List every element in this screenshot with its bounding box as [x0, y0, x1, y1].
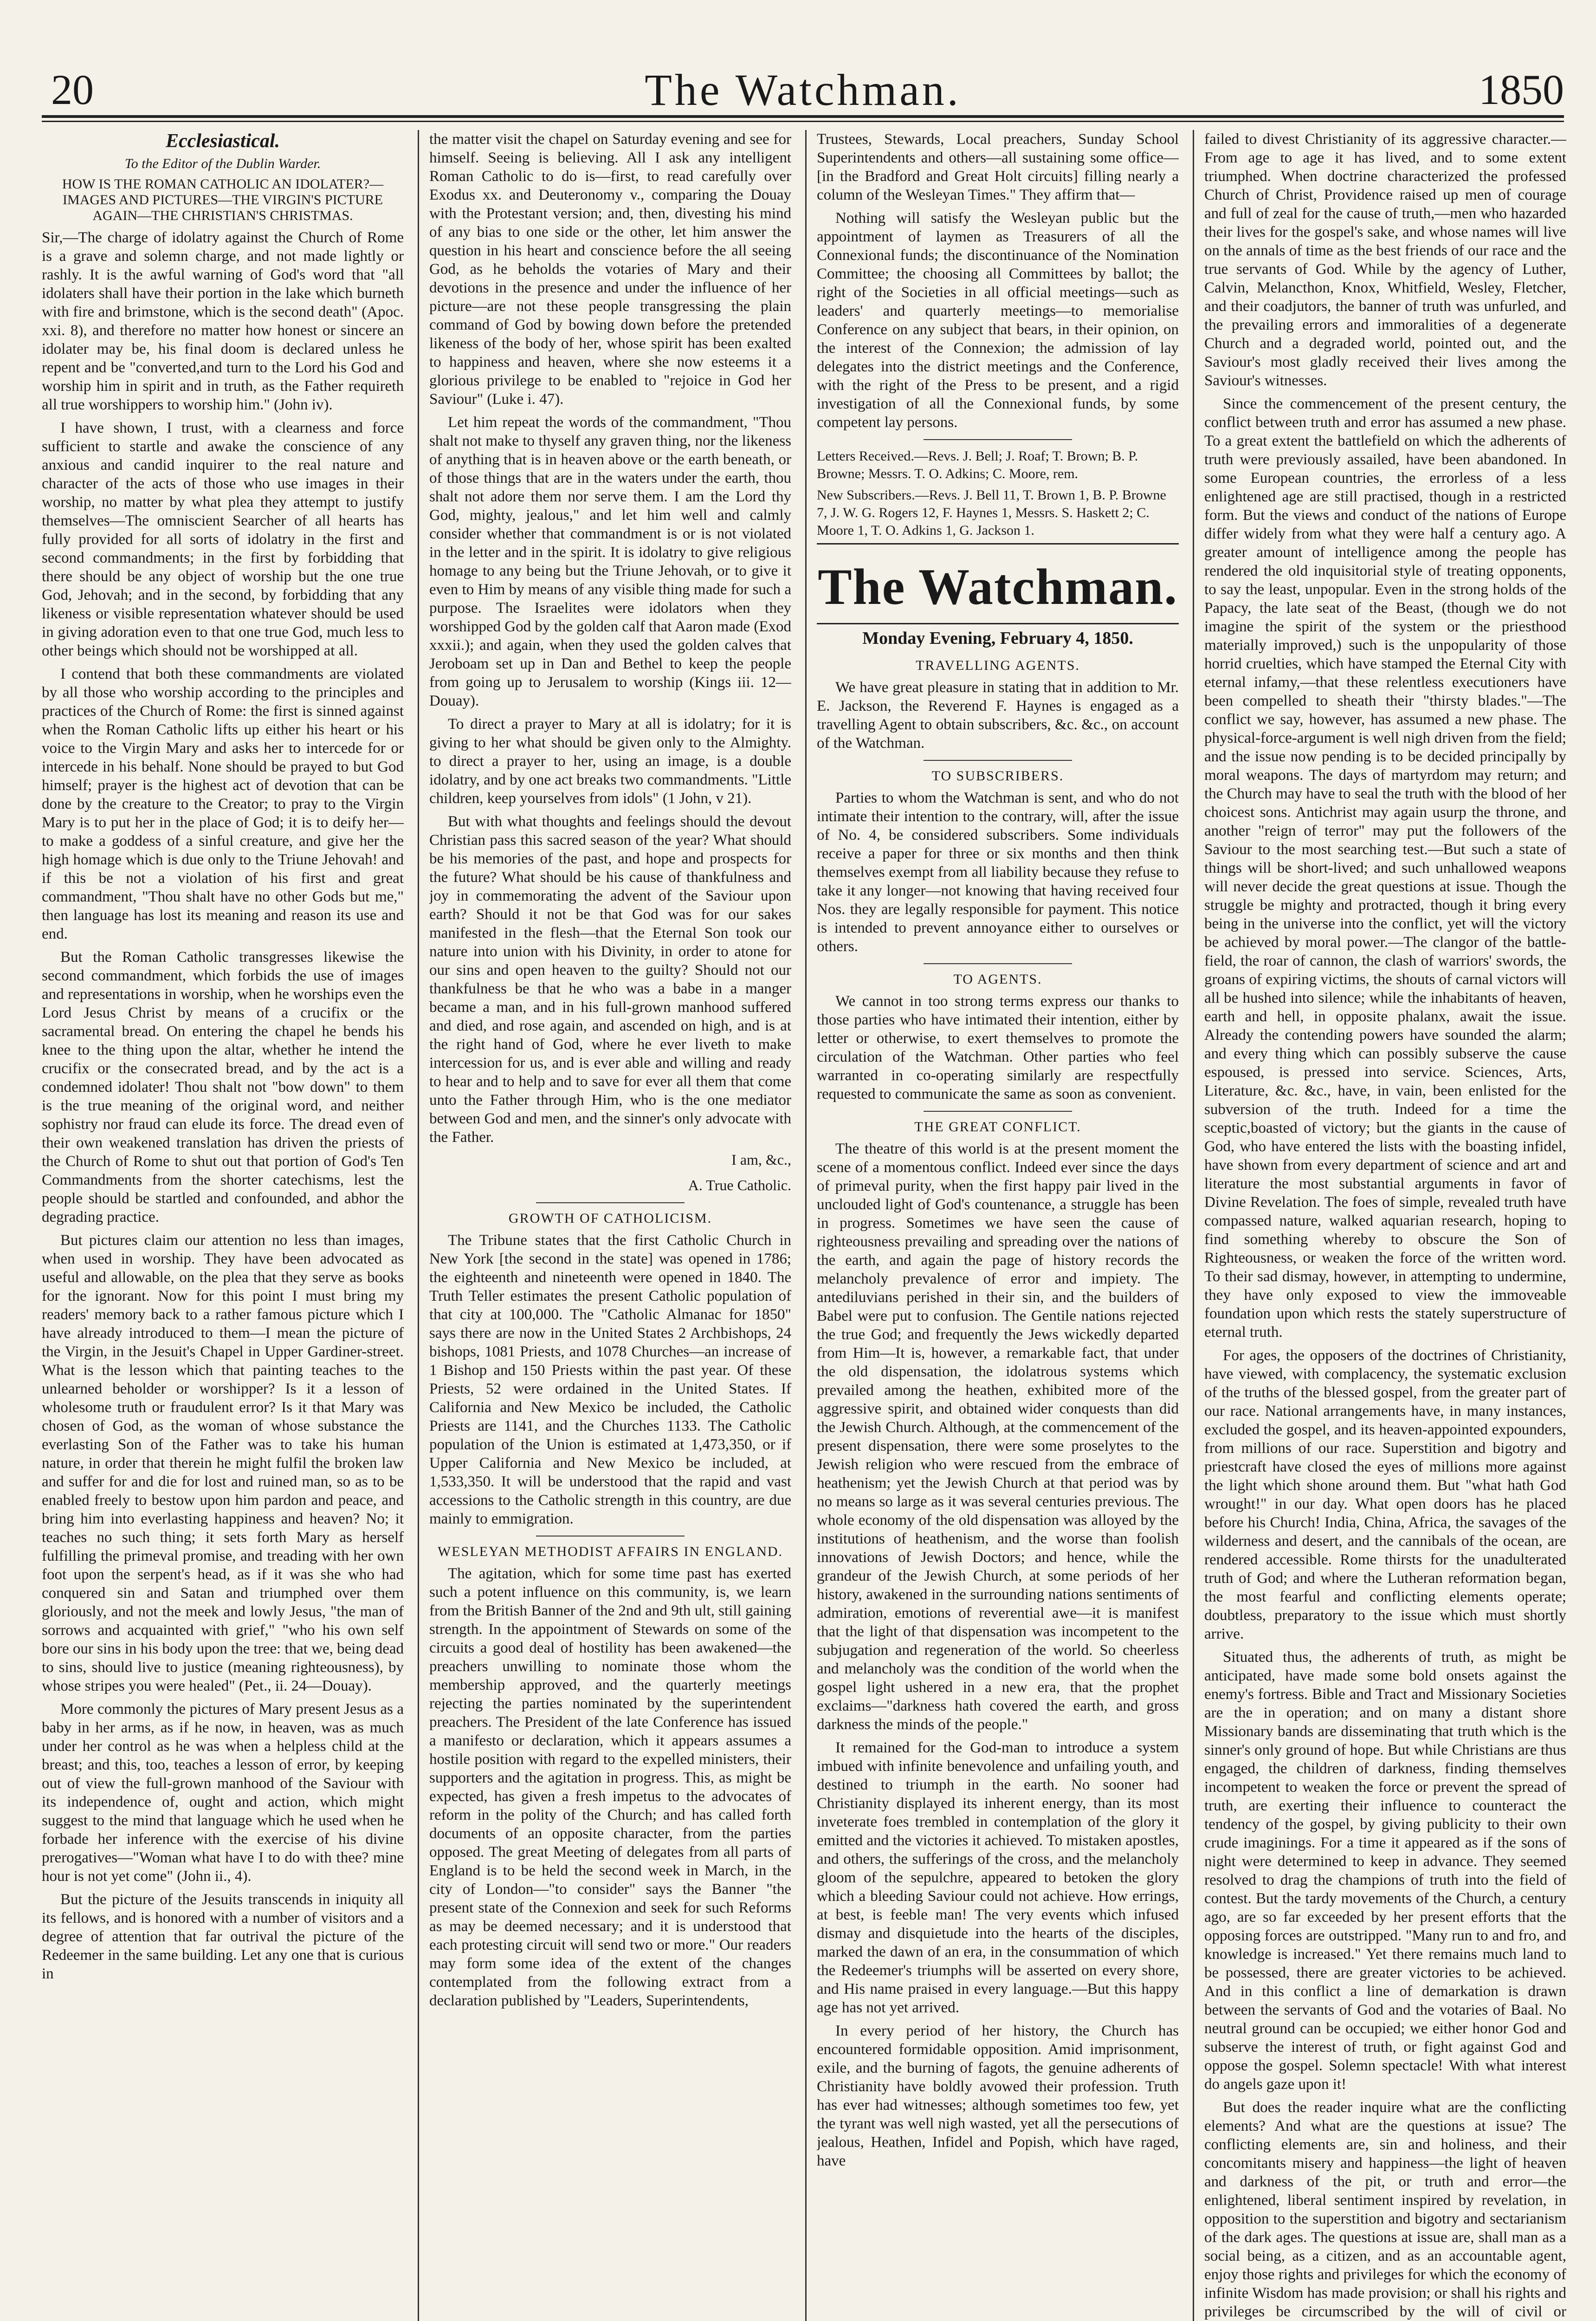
- letters-received: Letters Received.—Revs. J. Bell; J. Roaf; T. Brown; B. P. Browne; Messrs. T. O. Adkins; C. Moore, rem.: [817, 448, 1138, 481]
- paragraph: But does the reader inquire what are the conflicting elements? And what are the questions at issue? The conflicting elements are, sin and holiness, and their concomitants misery and happiness—the light of heaven and darkness of the pit, or truth and error—the enlightened, liberal sentiment inspired by revelation, in opposition to the superstition and bigotry and sectarianism of the dark ages. The questions at issue are, shall man as a social being, as a citizen, and as an accountable agent, enjoy those rights and privileges for which the economy of infinite Wisdom has made provision; or shall his rights and privileges be circumscribed by the will of civil or: [1204, 2099, 1566, 2320]
- column-divider: [418, 130, 419, 2321]
- column-3: [817, 130, 1179, 2321]
- divider: [536, 1536, 685, 1537]
- masthead-title: The Watchman.: [645, 65, 961, 115]
- quote: Nothing will satisfy the Wesleyan public but the appointment of laymen as Treasurers of all the Connexional funds; the discontinuance of the Nomination Committee; the choosing all Committees by ballot; the right of the Societies in all official meetings—such as leaders' and quarterly meetings—to memorialise Conference on any subject that bears, in their opinion, on the interest of the Connexion; the admission of lay delegates into the district meetings and the Conference, with the right of the Press to be present, and a rigid investigation of all the Connexional funds, by some competent lay persons.: [817, 210, 1179, 431]
- newspaper-page: [42, 56, 1564, 2321]
- column-4: [1204, 130, 1566, 2321]
- paragraph: Since the commencement of the present century, the conflict between truth and error has assumed a new phase. To a great extent the battlefield on which the adherents of truth were previously assailed, have been abandoned. In some European countries, the errorless of a less enlightened age are still practised, though in a restricted form. But the views and conduct of the nations of Europe differ widely from what they were half a century ago. A greater amount of intelligence among the people has rendered the old inquisitorial style of treating opponents, to say the least, unpopular. Even in the strong holds of the Papacy, the late seat of the Beast, (though we do not imagine the spirit of the system or the priesthood materially improved,) such is the unpopularity of those horrid cruelties, which have stamped the Eternal City with eternal infamy,—that these relentless executioners have been compelled to sheath their "thirsty blades."—The conflict we say, however, has assumed a new phase. The physical-force-argument is well nigh driven from the field; and the issue now pending is to be decided principally by moral weapons. The days of martyrdom may return; and the Church may have to seal the truth with the blood of her choicest sons. Antichrist may again usurp the throne, and another "reign of terror" may put the followers of the Saviour to the most searching test.—But such a state of things will be short-lived; and such unhallowed weapons will never decide the great questions at issue. Though the struggle be mighty and protracted, though it bring every being in the universe into the conflict, yet will the victory be achieved by moral power.—The clangor of the battle-field, the roar of cannon, the clash of warriors' swords, the groans of expiring victims, the shouts of carnal victors will all be hushed into silence; while the inhabitants of heaven, earth and hell, in opposite phalanx, await the issue. Already the contending powers have sounded the alarm; and every thing which can possibly subserve the cause espoused, is pressed into service. Sciences, Arts, Literature, &c. &c., have, in vain, been enlisted for the subversion of the truth. Indeed for a time the sceptic,boasted of victory; but the giants in the cause of God, who have entered the lists with the boasting infidel, have shown from every department of science and art and literature the most substantial arguments in favor of Divine Revelation. The foes of simple, revealed truth have compassed nature, walked aquarian research, hoping to find something whereby to obscure the Son of Righteousness, or weaken the force of the written word. To their sad dismay, however, in attempting to undermine, they have only exposed to view the immoveable foundation upon which rests the stately superstructure of eternal truth.: [1204, 395, 1566, 1341]
- paragraph: We cannot in too strong terms express our thanks to those parties who have intimated their intention, either by letter or otherwise, to exert themselves to promote the circulation of the Watchman. Other parties who feel warranted in co-operating similarly are respectfully requested to communicate the same as soon as convenient.: [817, 993, 1179, 1102]
- paragraph: The theatre of this world is at the present moment the scene of a momentous conflict. Indeed ever since the days of primeval purity, when the first happy pair lived in the unclouded light of God's countenance, a struggle has been in progress. Sometimes we have seen the cause of righteousness prevailing and spreading over the nations of the earth, and again the page of history records the melancholy prevalence of error and impiety. The antediluvians perished in their sin, and the builders of Babel were put to confusion. The Gentile nations rejected the true God; and frequently the Jews wickedly departed from Him—It is, however, a remarkable fact, that under the old dispensation, the idolatrous systems which prevailed among the heathen, exhibited more of the aggressive spirit, and obtained wider conquests than did the Jewish Church. Although, at the commencement of the present dispensation, there were some proselytes to the Jewish religion who were rescued from the embrace of heathenism; yet the Jewish Church at that period was by no means so large as it was several centuries previous. The whole economy of the old dispensation was alloyed by the institutions of heathenism, and the worse than foolish innovations of Jewish Doctors; and hence, while the grandeur of the Jewish Church, at some periods of her history, awakened in the surrounding nations sentiments of admiration, emotions of reverential awe—it is manifest that the light of that dispensation was incompetent to the subjugation and regeneration of the world. So cheerless and melancholy was the condition of the world when the gospel light ushered in a new era, that the prophet exclaims—"darkness hath covered the earth, and gross darkness the minds of the people.": [817, 1141, 1179, 1733]
- paragraph: Sir,—The charge of idolatry against the Church of Rome is a grave and solemn charge, and not made lightly or rashly. It is the awful warning of God's word that "all idolaters shall have their portion in the lake which burneth with fire and brimstone, which is the second death" (Apoc. xxi. 8), and therefore no matter how honest or sincere an idolater may be, his final doom is declared unless he repent and be "converted,and turn to the Lord his God and worship him in spirit and in truth, as the Father requireth all true worshippers to worship him." (John iv).: [42, 229, 404, 413]
- nameplate: The Watchman.: [818, 558, 1178, 615]
- divider: [924, 439, 1072, 440]
- masthead: [42, 56, 1564, 121]
- paragraph: More commonly the pictures of Mary present Jesus as a baby in her arms, as if he now, in heaven, was as much under her control as he was when a helpless child at the breast; and this, too, teaches a lesson of error, by keeping out of view the full-grown manhood of the Saviour with its independence of, ought and action, which might suggest to the mind that language which he used when he forbade her inference with the exercise of his divine prerogatives—"Woman what have I to do with thee? mine hour is not yet come" (John ii., 4).: [42, 1701, 404, 1885]
- paragraph: Situated thus, the adherents of truth, as might be anticipated, have made some bold onsets against the enemy's fortress. Bible and Tract and Missionary Societies are the in operation; and on many a distant shore Missionary bands are disseminating that truth which is the sinner's only ground of hope. But while Christians are thus engaged, the children of darkness, finding themselves incompetent to weaken the force or prevent the spread of truth, are exerting their influence to counteract the tendency of the gospel, by giving publicity to their own crude imaginings. For a time it appeared as if the sons of night were determined to keep in advance. They seemed resolved to drag the champions of truth into the field of contest. But the tardy movements of the Church, a century ago, are so far exceeded by her present efforts that the opposing forces are outstripped. "Many run to and fro, and knowledge is increased." Yet there remains much land to be possessed, there are greater victories to be achieved. And in this conflict a line of demarkation is drawn between the servants of God and the votaries of Baal. No neutral ground can be occupied; we either honor God and subserve the interest of truth, or fight against God and oppose the gospel. Solemn spectacle! With what interest do angels gaze upon it!: [1204, 1649, 1566, 2093]
- article-headline: WESLEYAN METHODIST AFFAIRS IN ENGLAND.: [437, 1544, 783, 1559]
- paragraph: It remained for the God-man to introduce a system imbued with infinite benevolence and unfailing youth, and destined to triumph in the earth. No sooner had Christianity displayed its inherent energy, than its most inveterate foes trembled in contemplation of the glory it emitted and the victories it achieved. To mistaken apostles, and others, the sufferings of the cross, and the melancholy gloom of the sepulchre, appeared to betoken the glory which a bleeding Saviour could not achieve. How errings, at best, is feeble man! The very events which infused dismay and disquietude into the hearts of the disciples, marked the dawn of an era, in the consummation of which the Redeemer's triumphs will be asserted on every shore, and His name praised in every language.—But this happy age has not yet arrived.: [817, 1739, 1179, 2016]
- paragraph: But with what thoughts and feelings should the devout Christian pass this sacred season of the year? What should be his memories of the past, and hope and prospects for the future? What should be his cause of thankfulness and joy in commemorating the advent of the Saviour upon earth? Should it not be that God was for our sakes manifested in the flesh—that the Eternal Son took our nature into union with his Divinity, in order to atone for our sins and open heaven to the guilty? Should not our thankfulness be that he who was a babe in a manger became a man, and in his full-grown manhood suffered and died, and rose again, and ascended on high, and is at the right hand of God, where he ever liveth to make intercession for us, and is ever able and willing and ready to hear and to help and to save for ever all them that come unto the Father through Him, who is the one mediator between God and men, and the sinner's only advocate with the Father.: [429, 813, 791, 1146]
- paragraph: But the picture of the Jesuits transcends in iniquity all its fellows, and is honored with a number of visitors and a degree of attention that far outrival the picture of the Redeemer in the same building. Let any one that is curious in: [42, 1891, 404, 1982]
- section-heading: Ecclesiastical.: [165, 130, 280, 152]
- article-headline: HOW IS THE ROMAN CATHOLIC AN IDOLATER?—IMAGES AND PICTURES—THE VIRGIN'S PICTURE AGAIN—THE CHRISTIAN'S CHRISTMAS.: [62, 176, 384, 223]
- paragraph: failed to divest Christianity of its aggressive character.—From age to age it has lived, and to some extent triumphed. When doctrine characterized the professed Church of Christ, Providence raised up men of courage and full of zeal for the cause of truth,—men who hazarded their lives for the gospel's sake, and whose names will live on the annals of time as the best friends of our race and the true servants of God. While by the agency of Luther, Calvin, Melancthon, Knox, Whitfield, Wesley, Fletcher, and their coadjutors, the banner of truth was unfurled, and the prevailing errors and immoralities of a degenerate Church and a degraded world, pointed out, and the Saviour's most gladly received their lives among the Saviour's witnesses.: [1204, 131, 1566, 389]
- paragraph: I have shown, I trust, with a clearness and force sufficient to startle and awake the conscience of any anxious and candid inquirer to the real nature and character of the acts of those who use images in their worship, no matter by what plea they attempt to justify themselves—The omniscient Searcher of all hearts has fully provided for all sorts of idolatry in the first and second commandments; in the first by forbidding that there should be any object of worship but the one true God, Jehovah; and in the second, by forbidding that any likeness or visible representation whatever should be used in giving adoration even to that one true God, much less to other beings which should not be worshipped at all.: [42, 420, 404, 659]
- paragraph: Parties to whom the Watchman is sent, and who do not intimate their intention to the contrary, will, after the issue of No. 4, be considered subscribers. Some individuals receive a paper for three or six months and then think themselves exempt from all liability because they refuse to take it any longer—not knowing that having received four Nos. they are legally responsible for payment. This notice is intended to prevent annoyance either to ourselves or others.: [817, 790, 1179, 955]
- paragraph: In every period of her history, the Church has encountered formidable opposition. Amid imprisonment, exile, and the burning of fagots, the genuine adherents of Christianity have boldly avowed their profession. Truth has ever had witnesses; although sometimes too few, yet the tyrant was well nigh wasted, yet all the persecutions of jealous, Heathen, Infidel and Popish, which have raged, have: [817, 2023, 1179, 2169]
- paragraph: But the Roman Catholic transgresses likewise the second commandment, which forbids the use of images and representations in worship, when he worships even the Lord Jesus Christ by means of a crucifix or the sacramental bread. On entering the chapel he bends his knee to the thing upon the altar, whether he intend the crucifix or the consecrated bread, and by the act is a condemned idolater! Thou shalt not "bow down" to them is the true meaning of the original word, and neither sophistry nor fraud can elude its force. The dread even of their own weakened translation has driven the priests of the Church of Rome to shut out that portion of God's Ten Commandments from the shorter catechisms, lest the people should be startled and confounded, and abhor the degrading practice.: [42, 949, 404, 1225]
- column-divider: [1193, 130, 1194, 2321]
- paragraph: The Tribune states that the first Catholic Church in New York [the second in the state] was opened in 1786; the eighteenth and nineteenth were opened in 1840. The Truth Teller estimates the present Catholic population of that city at 100,000. The "Catholic Almanac for 1850" says there are now in the United States 2 Archbishops, 24 bishops, 1081 Priests, and 1078 Churches—an increase of 1 Bishop and 150 Priests within the past year. Of these Priests, 52 were ordained in the United States. If California and New Mexico be included, the Catholic Priests are 1141, and the Churches 1133. The Catholic population of the Union is estimated at 1,473,350, or if Upper California and New Mexico be included, at 1,533,350. It will be understood that the rapid and vast accessions to the Catholic strength in this country, are due mainly to emmigration.: [429, 1232, 791, 1527]
- divider: [924, 1111, 1072, 1112]
- article-headline: TO SUBSCRIBERS.: [931, 768, 1064, 784]
- paragraph: I contend that both these commandments are violated by all those who worship according to the principles and practices of the Church of Rome: the first is sinned against when the Roman Catholic lifts up either his heart or his voice to the Virgin Mary and asks her to intercede for or intercede in his behalf. None should be prayed to but God himself; prayer is the highest act of devotion that can be done by the creature to the Creator; to pray to the Virgin Mary is to put her in the place of God; it is to deify her—to make a goddess of a sinful creature, and give her the high homage which is due only to the Triune Jehovah! and if this be not a violation of his first and great commandment, "Thou shalt have no other Gods but me," then language has lost its meaning and reason its use and end.: [42, 666, 404, 942]
- paragraph: the matter visit the chapel on Saturday evening and see for himself. Seeing is believing. All I ask any intelligent Roman Catholic to do is—first, to read carefully over Exodus xx. and Deuteronomy v., comparing the Douay with the Protestant version; and, then, divesting his mind of any bias to one side or the other, let him answer the question in his heart and conscience before the all seeing God, as he beholds the votaries of Mary and their devotions in the presence and under the influence of her picture—are not these people transgressing the plain command of God by bowing down before the pretended likeness of the body of her, whose spirit has been exalted to happiness and heaven, where she now esteems it a glorious privilege to be enabled to "rejoice in God her Saviour" (Luke i. 47).: [429, 131, 791, 408]
- paragraph: The agitation, which for some time past has exerted such a potent influence on this community, is, we learn from the British Banner of the 2nd and 9th ult, still gaining strength. In the appointment of Stewards on some of the circuits a good deal of hostility has been awakened—the preachers unwilling to nominate those whom the membership approved, and the quarterly meetings rejecting the parties nominated by the superintendent preachers. The President of the late Conference has issued a manifesto or declaration, which it appears assumes a hostile position with regard to the expelled ministers, their supporters and the agitation in progress. This, as might be expected, has given a fresh impetus to the advocates of reform in the polity of the Church; and has called forth documents of an opposite character, from the parties opposed. The great Meeting of delegates from all parts of England is to be held the second week in March, in the city of London—"to consider" says the Banner "the present state of the Connexion and seek for such Reforms as may be deemed necessary; and it is understood that each protesting circuit will send two or more." Our readers may form some idea of the extent of the changes contemplated from the following extract from a declaration published by "Leaders, Superintendents,: [429, 1565, 791, 2009]
- column-divider: [805, 130, 807, 2321]
- article-headline: GROWTH OF CATHOLICISM.: [508, 1211, 712, 1226]
- article-headline: THE GREAT CONFLICT.: [914, 1119, 1081, 1135]
- paragraph: We have great pleasure in stating that in addition to Mr. E. Jackson, the Reverend F. Haynes is engaged as a travelling Agent to obtain subscribers, &c. &c., on account of the Watchman.: [817, 679, 1179, 752]
- letter-signature: A. True Catholic.: [688, 1177, 791, 1193]
- letter-closing: I am, &c.,: [731, 1151, 791, 1168]
- divider: [924, 760, 1072, 761]
- column-1: [42, 130, 404, 2321]
- article-headline: TRAVELLING AGENTS.: [916, 658, 1080, 673]
- page-number: 20: [51, 66, 94, 113]
- letter-address: To the Editor of the Dublin Warder.: [124, 156, 321, 171]
- masthead-rule: [42, 115, 1564, 118]
- rule: [817, 543, 1179, 545]
- divider: [536, 1202, 685, 1203]
- masthead-rule-thin: [42, 121, 1564, 122]
- paragraph: To direct a prayer to Mary at all is idolatry; for it is giving to her what should be given only to the Almighty. to direct a prayer to her, using an image, is a double idolatry, and by one act breaks two commandments. "Little children, keep yourselves from idols" (1 John, v 21).: [429, 716, 791, 807]
- divider: [924, 963, 1072, 964]
- paragraph: Trustees, Stewards, Local preachers, Sunday School Superintendents and others—all sustaining some office—[in the Bradford and Great Holt circuits] filling nearly a column of the Wesleyan Times." They affirm that—: [817, 131, 1179, 203]
- article-headline: TO AGENTS.: [953, 972, 1042, 987]
- masthead-year: 1850: [1479, 66, 1564, 113]
- dateline: Monday Evening, February 4, 1850.: [862, 629, 1133, 648]
- paragraph: For ages, the opposers of the doctrines of Christianity, have viewed, with complacency, the systematic exclusion of the truths of the blessed gospel, from the greater part of our race. National arrangements have, in many instances, excluded the gospel, and its heaven-appointed expounders, from millions of our race. Superstition and bigotry and priestcraft have closed the eyes of millions more against the light which shone around them. But "what hath God wrought!" in our day. What open doors has he placed before his Church! India, China, Africa, the savages of the wilderness and desert, and the cannibals of the ocean, are rendered accessible. Rome thirsts for the unadulterated truth of God; and where the Lutheran reformation began, the most fearful and conflicting elements operate; doubtless, preparatory to the issue which must shortly arrive.: [1204, 1347, 1566, 1642]
- new-subscribers: New Subscribers.—Revs. J. Bell 11, T. Brown 1, B. P. Browne 7, J. W. G. Rogers 12, F. Haynes 1, Messrs. S. Haskett 2; C. Moore 1, T. O. Adkins 1, G. Jackson 1.: [817, 487, 1166, 538]
- paragraph: Let him repeat the words of the commandment, "Thou shalt not make to thyself any graven thing, nor the likeness of anything that is in heaven above or the earth beneath, or of those things that are in the waters under the earth, thou shalt not adore them nor serve them. I am the Lord thy God, mighty, jealous," and let him well and calmly consider whether that commandment is or is not violated in the letter and in the spirit. It is idolatry to give religious homage to any being but the Triune Jehovah, or to give it even to Him by means of any visible thing made for such a purpose. The Israelites were idolators when they worshipped God by the golden calf that Aaron made (Exod xxxii.); and again, when they used the golden calves that Jeroboam set up in Dan and Bethel to keep the people from going up to Jerusalem to worship (Kings iii. 12—Douay).: [429, 414, 791, 709]
- rule: [817, 623, 1179, 624]
- column-2: [429, 130, 791, 2321]
- paragraph: But pictures claim our attention no less than images, when used in worship. They have been advocated as useful and allowable, on the plea that they serve as books for the ignorant. Now for this point I must bring my readers' memory back to a rather famous picture which I have already introduced to them—I mean the picture of the Virgin, in the Jesuit's Chapel in Upper Gardiner-street. What is the lesson which that painting teaches to the unlearned beholder or worshipper? Is it a lesson of wholesome truth or fraudulent error? Is it that Mary was chosen of God, as the woman of whose substance the everlasting Son of the Father was to take his human nature, in order that therein he might fulfil the broken law and suffer for and die for lost and ruined man, so as to be enabled freely to bestow upon him pardon and peace, and bring him into everlasting happiness and heaven? No; it teaches no such thing; it sets forth Mary as herself fulfilling the primeval promise, and treading with her own foot upon the serpent's head, as if it was she who had conquered sin and Satan and triumphed over them gloriously, and not the meek and lowly Jesus, "the man of sorrows and acquainted with grief," "who his own self bore our sins in his body upon the tree: that we, being dead to sins, should live to justice (meaning righteousness), by whose stripes you were healed" (Pet., ii. 24—Douay).: [42, 1232, 404, 1694]
